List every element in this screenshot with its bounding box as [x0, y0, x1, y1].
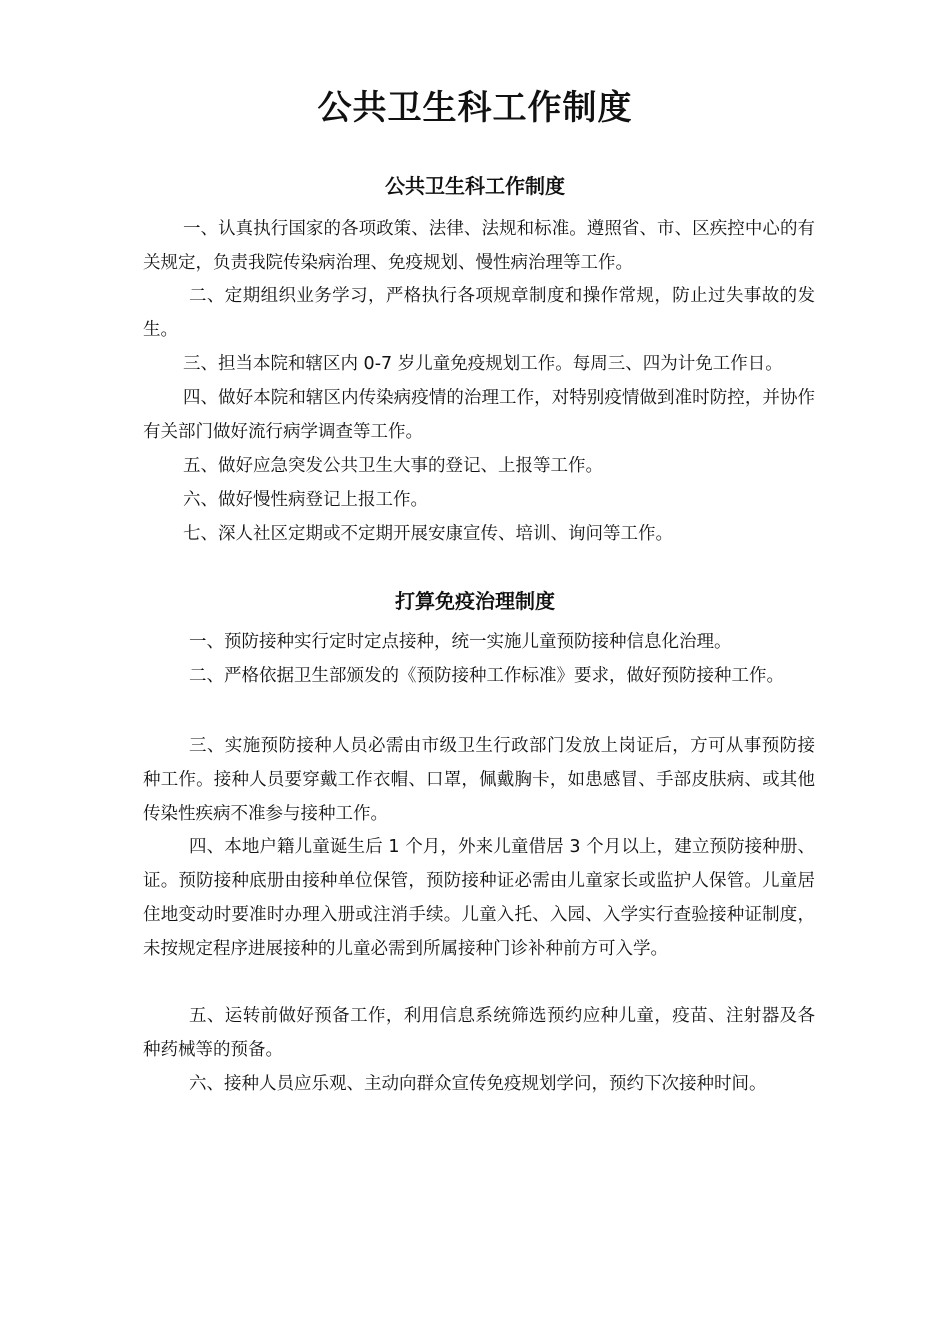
paragraph: 六、做好慢性病登记上报工作。: [183, 490, 428, 510]
paragraph: 三、担当本院和辖区内 0-7 岁儿童免疫规划工作。每周三、四为计免工作日。: [183, 354, 783, 374]
paragraph: 四、本地户籍儿童诞生后 1 个月，外来儿童借居 3 个月以上，建立预防接种册、证。预防接种底册由接种单位保管，预防接种证必需由儿童家长或监护人保管。儿童居住地变动时要准时办理入册或注消手续。儿童入托、入园、入学实行查验接种证制度，未按规定程序进展接种的儿童必需到所属接种门诊补种前方可入学。: [143, 837, 815, 959]
section-heading-public-health: 公共卫生科工作制度: [385, 174, 565, 198]
paragraph: 二、严格依据卫生部颁发的《预防接种工作标准》要求，做好预防接种工作。: [189, 666, 784, 686]
paragraph: 六、接种人员应乐观、主动向群众宣传免疫规划学问，预约下次接种时间。: [189, 1074, 767, 1094]
paragraph: 五、运转前做好预备工作，利用信息系统筛选预约应种儿童，疫苗、注射器及各种药械等的预备。: [143, 1006, 815, 1060]
paragraph: 五、做好应急突发公共卫生大事的登记、上报等工作。: [183, 456, 603, 476]
paragraph: 一、认真执行国家的各项政策、法律、法规和标准。遵照省、市、区疾控中心的有关规定，负责我院传染病治理、免疫规划、慢性病治理等工作。: [143, 219, 815, 273]
paragraph: 二、定期组织业务学习，严格执行各项规章制度和操作常规，防止过失事故的发生。: [143, 286, 815, 340]
paragraph: 四、做好本院和辖区内传染病疫情的治理工作，对特别疫情做到准时防控，并协作有关部门做好流行病学调查等工作。: [143, 388, 815, 442]
paragraph: 三、实施预防接种人员必需由市级卫生行政部门发放上岗证后，方可从事预防接种工作。接种人员要穿戴工作衣帽、口罩，佩戴胸卡，如患感冒、手部皮肤病、或其他传染性疾病不准参与接种工作。: [143, 736, 815, 824]
section-heading-immunization: 打算免疫治理制度: [395, 589, 555, 613]
document-title: 公共卫生科工作制度: [317, 88, 633, 128]
paragraph: 一、预防接种实行定时定点接种，统一实施儿童预防接种信息化治理。: [189, 632, 732, 652]
paragraph: 七、深人社区定期或不定期开展安康宣传、培训、询问等工作。: [183, 524, 673, 544]
